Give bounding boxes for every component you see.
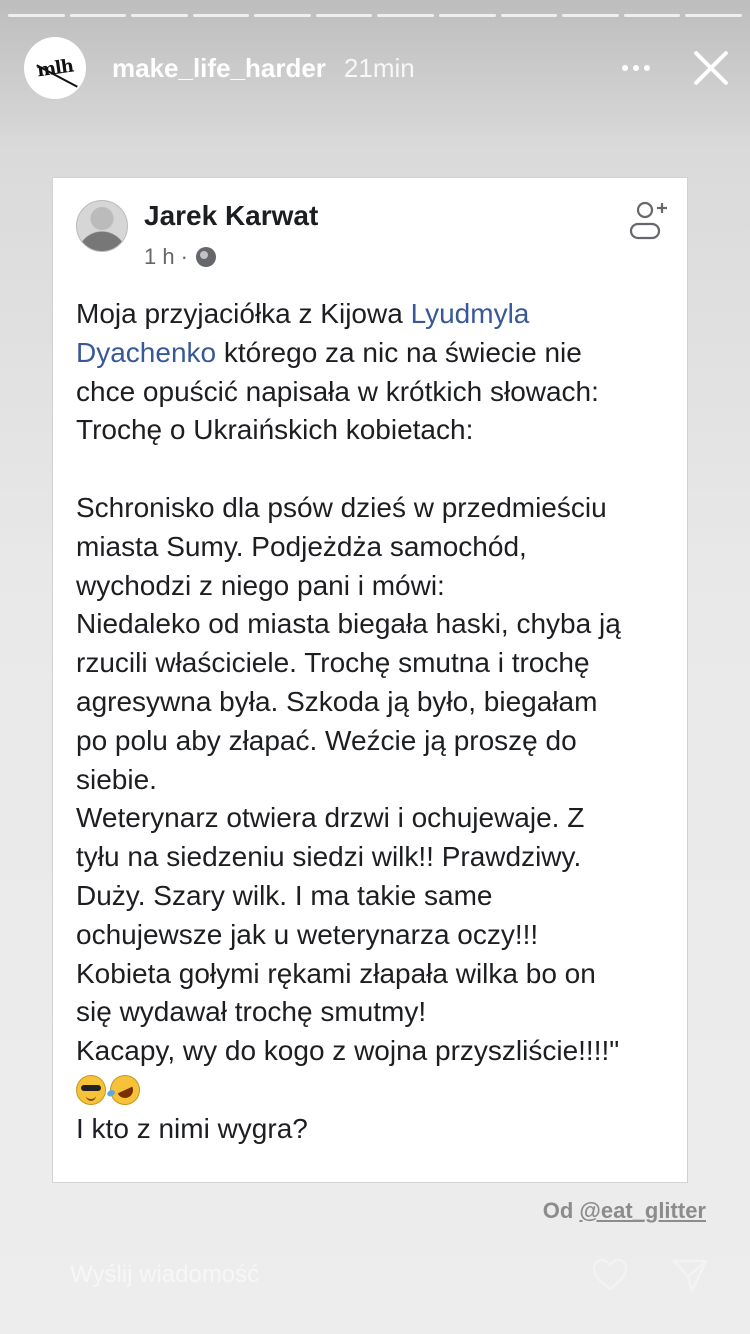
rolling-on-the-floor-laughing-icon	[105, 1070, 145, 1110]
close-icon[interactable]	[690, 48, 730, 88]
story-reply-bar	[70, 1250, 710, 1300]
post-body	[76, 295, 676, 1149]
credit-prefix: Od	[542, 1198, 574, 1223]
globe-icon	[196, 247, 216, 267]
progress-segment	[501, 14, 558, 17]
story-progress-bar	[8, 14, 742, 17]
story-timestamp: 21min	[343, 52, 415, 83]
progress-segment	[562, 14, 619, 17]
progress-segment	[316, 14, 373, 17]
message-input[interactable]: Wyślij wiadomość	[70, 1261, 260, 1288]
progress-segment	[70, 14, 127, 17]
more-options-button[interactable]	[612, 55, 660, 81]
progress-segment	[685, 14, 742, 17]
story-username[interactable]: make_life_harder	[112, 52, 326, 83]
progress-segment	[377, 14, 434, 17]
progress-segment	[8, 14, 65, 17]
avatar-logo-text: mlh	[35, 55, 75, 81]
emoji-line	[76, 1071, 676, 1110]
progress-segment	[439, 14, 496, 17]
post-meta	[144, 244, 216, 270]
progress-segment	[131, 14, 188, 17]
more-dot-icon	[644, 65, 650, 71]
profile-avatar[interactable]	[24, 37, 86, 99]
smiling-face-with-sunglasses-icon	[76, 1075, 106, 1105]
progress-segment	[193, 14, 250, 17]
more-dot-icon	[633, 65, 639, 71]
progress-segment	[624, 14, 681, 17]
repost-credit[interactable]	[543, 1198, 706, 1224]
post-closing-line: I kto z nimi wygra?	[76, 1112, 308, 1144]
post-time: 1 h	[144, 244, 175, 269]
post-author-name: Jarek Karwat	[144, 200, 319, 231]
progress-segment	[254, 14, 311, 17]
meta-separator: ·	[180, 244, 188, 269]
mention-first-name: Lyudmyla	[410, 298, 530, 329]
send-icon[interactable]	[670, 1255, 710, 1295]
credit-handle[interactable]: @eat_glitter	[579, 1198, 706, 1223]
mention-last-name: Dyachenko	[76, 336, 217, 368]
add-friend-icon	[625, 198, 669, 242]
post-author-avatar	[76, 200, 128, 252]
facebook-post-screenshot	[52, 177, 688, 1183]
heart-icon[interactable]	[590, 1255, 630, 1295]
story-header	[24, 36, 730, 100]
post-body-text: którego za nic na świecie nie chce opuścić napisała w krótkich słowach: Trochę o Ukraińskich kobietach: Schronisko dla psów dzieś w przedmieściu miasta Sumy. Podjeżdża samochód, wychodzi z niego pani i mówi: Niedaleko od miasta biegała haski, chyba ją rzucili właściciele. Trochę smutna i trochę agresywna była. Szkoda ją było, biegałam po polu aby złapać. Weźcie ją proszę do siebie. Weterynarz otwiera drzwi i ochujewaje. Z tyłu na siedzeniu siedzi wilk!! Prawdziwy. Duży. Szary wilk. I ma takie same ochujewsze jak u weterynarza oczy!!! Kobieta gołymi rękami złapała wilka bo on się wydawał trochę smutmy! Kacapy, wy do kogo z wojna przyszliście!!!!"	[76, 336, 621, 1067]
more-dot-icon	[622, 65, 628, 71]
post-body-intro: Moja przyjaciółka z Kijowa	[76, 298, 411, 329]
